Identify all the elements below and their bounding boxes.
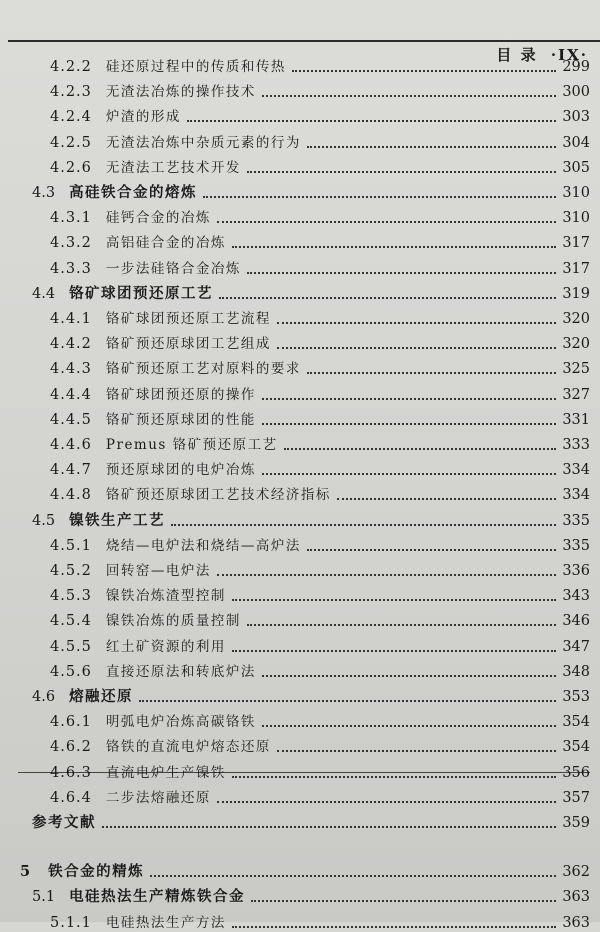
toc-entry-page: 299 bbox=[562, 59, 590, 75]
toc-entry-number: 4.6 bbox=[32, 689, 56, 705]
toc-entry-number: 4.4.3 bbox=[50, 361, 92, 378]
toc-entry-page: 303 bbox=[562, 109, 590, 126]
toc-entry-page: 325 bbox=[562, 361, 590, 378]
dot-leader bbox=[307, 146, 556, 148]
dot-leader bbox=[232, 926, 556, 928]
dot-leader bbox=[277, 347, 556, 349]
dot-leader bbox=[277, 322, 556, 324]
toc-entry bbox=[0, 153, 600, 177]
toc-entry-title: 无渣法工艺技术开发 bbox=[105, 159, 241, 176]
toc-entry-title: 硅还原过程中的传质和传热 bbox=[105, 59, 286, 75]
toc-entry bbox=[0, 506, 600, 530]
toc-entry-page: 357 bbox=[562, 789, 590, 806]
toc-entry-title: 一步法硅铬合金冶炼 bbox=[105, 260, 241, 277]
toc-entry-page: 335 bbox=[562, 512, 590, 529]
dot-leader bbox=[247, 171, 556, 173]
toc-entry-title: 铬铁的直流电炉熔态还原 bbox=[105, 739, 271, 756]
toc-entry-number: 4.3.3 bbox=[50, 260, 92, 277]
toc-entry bbox=[0, 480, 600, 504]
toc-entry bbox=[0, 908, 600, 932]
toc-entry-title: 铬矿球团预还原工艺流程 bbox=[105, 311, 271, 327]
toc-entry-title: 无渣法冶炼的操作技术 bbox=[105, 84, 256, 101]
toc-entry bbox=[0, 279, 600, 303]
toc-entry-page: 354 bbox=[562, 714, 590, 731]
toc-entry-number: 4.4 bbox=[32, 285, 56, 302]
toc-entry-number: 4.4.4 bbox=[50, 386, 92, 403]
toc-entry bbox=[0, 77, 600, 101]
dot-leader bbox=[307, 549, 556, 551]
toc-entry-title: 参考文献 bbox=[32, 814, 96, 831]
toc-entry-page: 305 bbox=[562, 159, 590, 176]
toc-entry-page: 359 bbox=[562, 815, 590, 831]
toc-entry-page: 304 bbox=[562, 134, 590, 151]
toc-entry bbox=[0, 758, 600, 782]
dot-leader bbox=[232, 246, 556, 248]
toc-entry-title: 铬矿球团预还原工艺 bbox=[69, 284, 214, 302]
toc-entry-number: 4.3 bbox=[32, 185, 56, 201]
toc-entry-title: 铬矿预还原工艺对原料的要求 bbox=[105, 361, 301, 378]
toc-entry bbox=[0, 556, 600, 580]
dot-leader bbox=[247, 272, 556, 274]
toc-entry-number: 4.4.1 bbox=[50, 311, 92, 327]
toc-entry-page: 346 bbox=[562, 613, 590, 630]
toc-entry-title: 高硅铁合金的熔炼 bbox=[69, 184, 198, 201]
toc-entry bbox=[0, 632, 600, 656]
toc-entry bbox=[0, 732, 600, 756]
toc-entry-title: 明弧电炉冶炼高碳铬铁 bbox=[105, 714, 256, 731]
dot-leader bbox=[219, 297, 556, 299]
toc-entry-page: 317 bbox=[562, 235, 590, 252]
toc-entry bbox=[0, 203, 600, 227]
toc-entry-title: 炉渣的形成 bbox=[105, 109, 181, 126]
dot-leader bbox=[187, 120, 556, 122]
toc-entry-title: 直流电炉生产镍铁 bbox=[105, 764, 226, 781]
toc-entry-page: 333 bbox=[562, 437, 590, 453]
toc-entry-title: 二步法熔融还原 bbox=[105, 789, 211, 806]
toc-entry-number: 4.6.1 bbox=[50, 714, 92, 731]
toc-entry-number: 4.2.2 bbox=[50, 59, 92, 75]
toc-entry bbox=[0, 808, 600, 832]
toc-entry-page: 327 bbox=[562, 386, 590, 403]
toc-entry-number: 4.3.2 bbox=[50, 235, 92, 252]
toc-entry bbox=[0, 857, 600, 881]
dot-leader bbox=[217, 574, 556, 576]
dot-leader bbox=[251, 900, 556, 902]
toc-entry-page: 331 bbox=[562, 411, 590, 428]
dot-leader bbox=[232, 776, 556, 778]
toc-entry-number: 4.4.5 bbox=[50, 411, 92, 428]
toc-entry-page: 300 bbox=[562, 84, 590, 101]
toc-entry-title: 铬矿球团预还原的操作 bbox=[105, 386, 256, 403]
dot-leader bbox=[102, 826, 556, 828]
dot-leader bbox=[203, 196, 556, 198]
toc-entry-page: 362 bbox=[562, 864, 590, 881]
toc-entry-number: 4.6.3 bbox=[50, 764, 92, 781]
toc-entry bbox=[0, 581, 600, 605]
toc-entry-number: 4.4.2 bbox=[50, 336, 92, 353]
running-head-label: 目 录 bbox=[496, 46, 538, 64]
toc-entry-title: 电硅热法生产方法 bbox=[105, 914, 226, 931]
toc-entry-number: 4.2.3 bbox=[50, 84, 92, 101]
dot-leader bbox=[217, 221, 556, 223]
toc-entry-number: 4.4.7 bbox=[50, 462, 92, 479]
toc-entry-page: 343 bbox=[562, 588, 590, 605]
dot-leader bbox=[292, 70, 556, 72]
dot-leader bbox=[232, 599, 556, 601]
toc-entry-number: 4.2.4 bbox=[50, 109, 92, 126]
toc-entry-page: 334 bbox=[562, 487, 590, 504]
toc-entry-title: 铬矿预还原球团工艺组成 bbox=[105, 336, 271, 353]
toc-entry bbox=[0, 354, 600, 378]
dot-leader bbox=[247, 624, 556, 626]
toc-entry-number: 4.4.6 bbox=[50, 437, 92, 453]
dot-leader bbox=[262, 725, 556, 727]
toc-entry bbox=[0, 254, 600, 278]
toc-entry bbox=[0, 682, 600, 706]
dot-leader bbox=[262, 95, 556, 97]
toc-entry-title: 镍铁冶炼渣型控制 bbox=[105, 588, 226, 605]
dot-leader bbox=[217, 801, 556, 803]
toc-entry-page: 347 bbox=[562, 638, 590, 655]
toc-entry bbox=[0, 606, 600, 630]
toc-entry-page: 334 bbox=[562, 462, 590, 479]
toc-entry-number: 5.1.1 bbox=[50, 914, 92, 931]
toc-entry bbox=[0, 455, 600, 479]
toc-entry-number: 4.2.6 bbox=[50, 159, 92, 176]
toc-entry bbox=[0, 52, 600, 76]
toc-entry-number: 4.3.1 bbox=[50, 210, 92, 227]
toc-entry-number: 4.6.4 bbox=[50, 789, 92, 806]
toc-entry-title: 回转窑—电炉法 bbox=[105, 563, 211, 579]
toc-entry-page: 320 bbox=[562, 311, 590, 327]
toc-entry-title: Premus 铬矿预还原工艺 bbox=[105, 437, 278, 453]
toc-entry bbox=[0, 380, 600, 404]
toc-entry bbox=[0, 228, 600, 252]
dot-leader bbox=[307, 372, 556, 374]
toc-entry-page: 319 bbox=[562, 285, 590, 302]
dot-leader bbox=[262, 398, 556, 400]
toc-entry-number: 4.5.6 bbox=[50, 663, 92, 680]
toc-entry-title: 镍铁冶炼的质量控制 bbox=[105, 613, 241, 630]
toc-entry-number: 4.6.2 bbox=[50, 739, 92, 756]
toc-entry-title: 硅钙合金的冶炼 bbox=[105, 210, 211, 227]
toc-entry-title: 高铝硅合金的冶炼 bbox=[105, 235, 226, 252]
toc-entry-page: 310 bbox=[562, 185, 590, 201]
toc-entry-page: 336 bbox=[562, 563, 590, 579]
toc-entry-title: 电硅热法生产精炼铁合金 bbox=[69, 888, 246, 906]
toc-entry bbox=[0, 882, 600, 906]
toc-entry-number: 5 bbox=[20, 863, 31, 881]
dot-leader bbox=[232, 650, 556, 652]
toc-entry-title: 镍铁生产工艺 bbox=[69, 511, 166, 529]
dot-leader bbox=[150, 875, 556, 877]
toc-entry bbox=[0, 783, 600, 807]
toc-entry bbox=[0, 531, 600, 555]
toc-entry-page: 356 bbox=[562, 764, 590, 781]
toc-entry-title: 直接还原法和转底炉法 bbox=[105, 663, 256, 680]
toc-entry bbox=[0, 178, 600, 202]
toc-entry-page: 363 bbox=[562, 914, 590, 931]
dot-leader bbox=[277, 750, 556, 752]
toc-entry bbox=[0, 128, 600, 152]
dot-leader bbox=[262, 423, 556, 425]
toc-entry bbox=[0, 304, 600, 328]
toc-entry-title: 铬矿预还原球团的性能 bbox=[105, 411, 256, 428]
dot-leader bbox=[262, 473, 556, 475]
toc-entry-title: 预还原球团的电炉冶炼 bbox=[105, 462, 256, 479]
toc-entry-number: 5.1 bbox=[32, 889, 56, 906]
dot-leader bbox=[139, 700, 556, 702]
toc-entry bbox=[0, 707, 600, 731]
toc-entry-title: 熔融还原 bbox=[69, 688, 134, 705]
toc-entry-number: 4.5.5 bbox=[50, 638, 92, 655]
toc-entry bbox=[0, 329, 600, 353]
dot-leader bbox=[284, 448, 557, 450]
dot-leader bbox=[171, 524, 556, 526]
toc-entry-page: 320 bbox=[562, 336, 590, 353]
toc-entry-number: 4.5.1 bbox=[50, 537, 92, 554]
toc-entry-number: 4.2.5 bbox=[50, 134, 92, 151]
toc-entry bbox=[0, 430, 600, 454]
toc-entry-number: 4.5.3 bbox=[50, 588, 92, 605]
toc-entry-page: 354 bbox=[562, 739, 590, 756]
toc-entry-number: 4.5.2 bbox=[50, 563, 92, 579]
toc-entry-number: 4.5 bbox=[32, 512, 56, 529]
toc-entry-title: 无渣法冶炼中杂质元素的行为 bbox=[105, 134, 301, 151]
toc-entry-number: 4.5.4 bbox=[50, 613, 92, 630]
toc-entry-page: 348 bbox=[562, 663, 590, 680]
toc-entry bbox=[0, 102, 600, 126]
toc-entry-number: 4.4.8 bbox=[50, 487, 92, 504]
toc-entry-page: 353 bbox=[562, 689, 590, 705]
toc-entry-title: 红土矿资源的利用 bbox=[105, 638, 226, 655]
toc-entry bbox=[0, 657, 600, 681]
toc-entry-page: 310 bbox=[562, 210, 590, 227]
toc-entry-title: 铬矿预还原球团工艺技术经济指标 bbox=[105, 487, 331, 504]
toc-entry-title: 铁合金的精炼 bbox=[48, 863, 145, 881]
toc-entry-title: 烧结—电炉法和烧结—高炉法 bbox=[105, 537, 301, 554]
header-rule bbox=[8, 40, 600, 42]
dot-leader bbox=[262, 675, 556, 677]
running-head-page: ·IX· bbox=[550, 46, 588, 64]
dot-leader bbox=[337, 498, 556, 500]
toc-entry bbox=[0, 405, 600, 429]
toc-entry-page: 363 bbox=[562, 889, 590, 906]
toc-entry-page: 335 bbox=[562, 537, 590, 554]
toc-entry-page: 317 bbox=[562, 260, 590, 277]
